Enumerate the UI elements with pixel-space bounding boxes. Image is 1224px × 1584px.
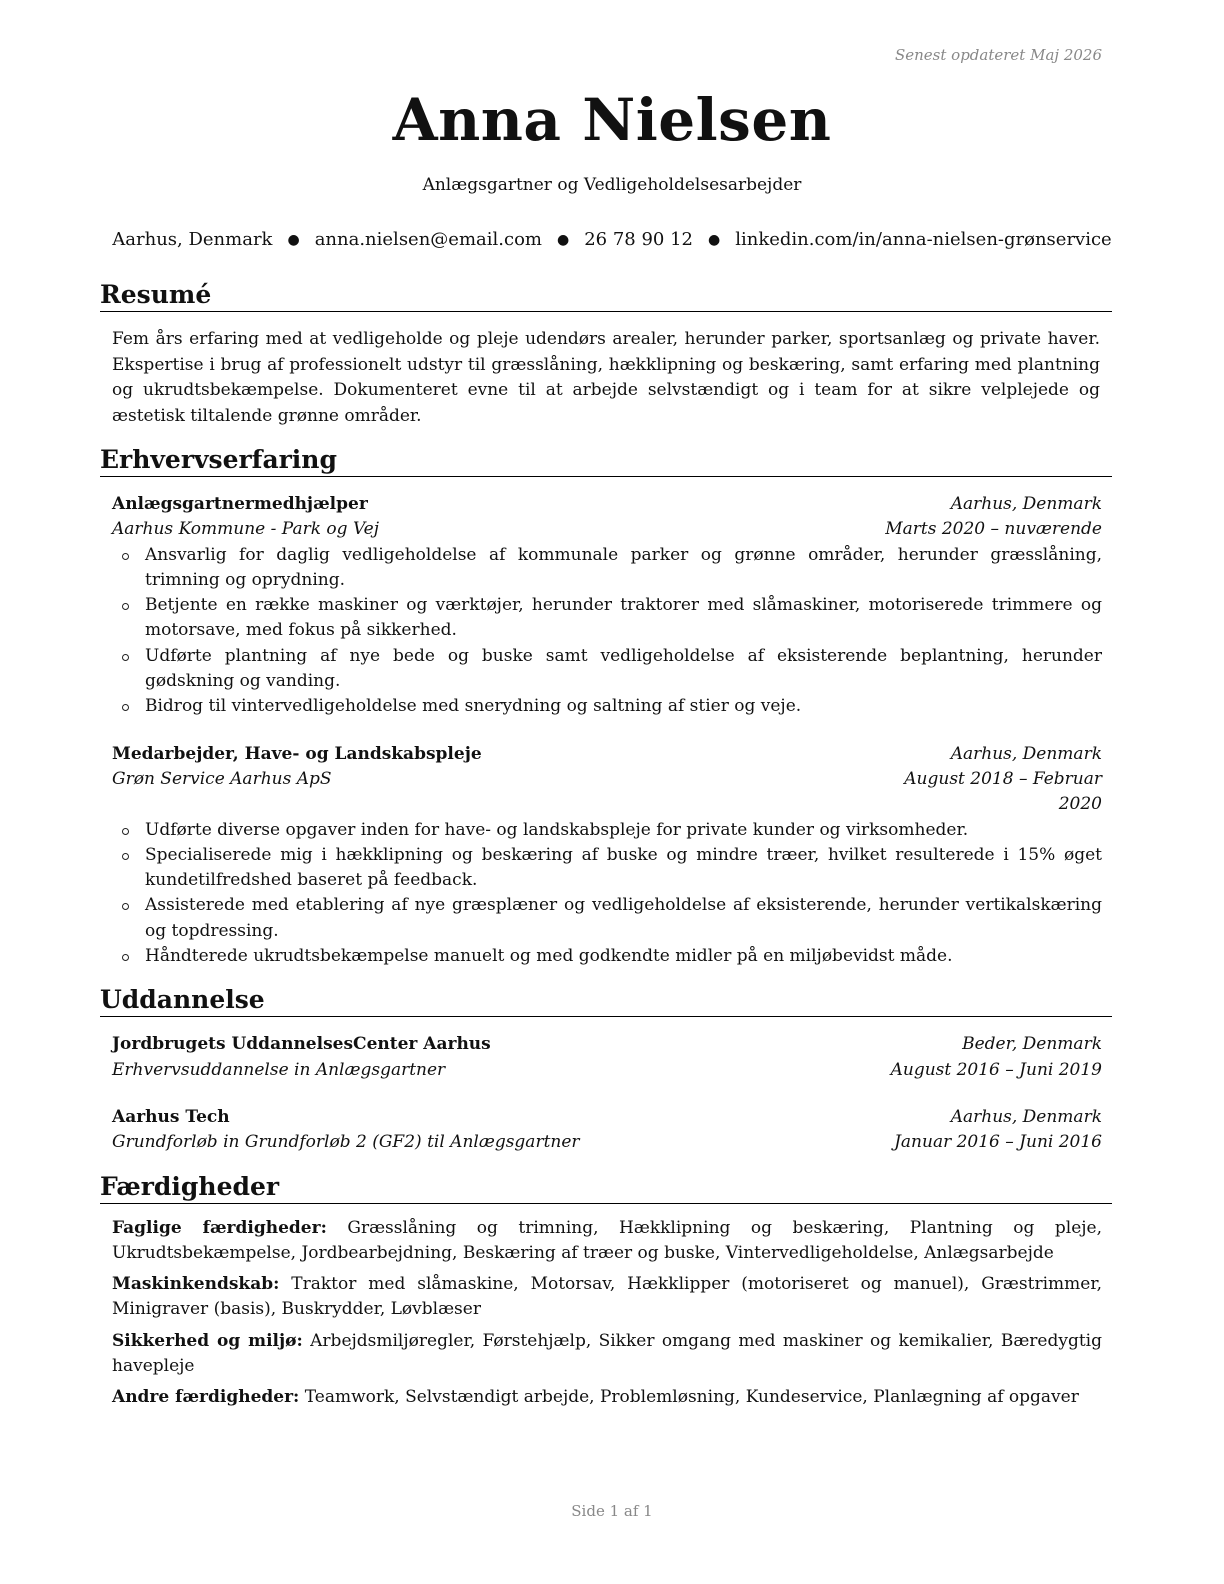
list-item: Bidrog til vintervedligeholdelse med snerydning og saltning af stier og veje. [145, 694, 1102, 719]
skill-label: Maskinkendskab: [112, 1274, 280, 1295]
list-item: Håndterede ukrudtsbekæmpelse manuelt og med godkendte midler på en miljøbevidst måde. [145, 944, 1102, 969]
experience-entry [112, 492, 1102, 720]
education-dates: August 2016 – Juni 2019 [890, 1059, 1102, 1080]
resume-content [100, 280, 1112, 1417]
experience-entry [112, 742, 1102, 970]
list-item: Betjente en række maskiner og værktøjer, herunder traktorer med slåmaskiner, motoriserede trimmere og motorsave, med fokus på sikkerhed. [145, 593, 1102, 644]
list-item: Specialiserede mig i hækklipning og beskæring af buske og mindre træer, hvilket resulterede i 15% øget kundetilfredshed baseret på feedback. [145, 843, 1102, 894]
job-location: Aarhus, Denmark [950, 743, 1102, 764]
bullet-separator-icon: ● [287, 232, 300, 248]
skill-group [112, 1385, 1102, 1410]
list-item: Udførte diverse opgaver inden for have- og landskabspleje for private kunder og virksomheder. [145, 818, 1102, 843]
skill-text: Arbejdsmiljøregler, Førstehjælp, Sikker omgang med maskiner og kemikalier, Bæredygtig havepleje [112, 1330, 1103, 1377]
skill-text: Teamwork, Selvstændigt arbejde, Problemløsning, Kundeservice, Planlægning af opgaver [304, 1387, 1079, 1408]
job-dates: August 2018 – Februar 2020 [904, 768, 1102, 815]
skill-group [112, 1329, 1102, 1380]
job-dates: Marts 2020 – nuværende [885, 519, 1102, 540]
contact-linkedin[interactable]: linkedin.com/in/anna-nielsen-grønservice [735, 229, 1112, 250]
summary-section [100, 280, 1112, 429]
degree: Grundforløb in Grundforløb 2 (GF2) til Anlægsgartner [112, 1132, 580, 1153]
education-entry [112, 1032, 1102, 1083]
contact-email[interactable]: anna.nielsen@email.com [314, 229, 542, 250]
school-location: Beder, Denmark [962, 1034, 1102, 1055]
section-heading-skills: Færdigheder [100, 1172, 1112, 1204]
skills-list [112, 1216, 1102, 1411]
degree: Erhvervsuddannelse in Anlægsgartner [112, 1059, 446, 1080]
job-position: Anlægsgartnermedhjælper [112, 494, 368, 514]
job-company: Aarhus Kommune - Park og Vej [112, 519, 380, 540]
education-section [100, 985, 1112, 1155]
job-company: Grøn Service Aarhus ApS [112, 768, 332, 789]
skill-group [112, 1216, 1102, 1267]
skill-label: Faglige færdigheder: [112, 1217, 327, 1238]
education-entry [112, 1105, 1102, 1156]
job-location: Aarhus, Denmark [950, 494, 1102, 514]
section-heading-experience: Erhvervserfaring [100, 445, 1112, 477]
skill-text: Traktor med slåmaskine, Motorsav, Hækklipper (motoriseret og manuel), Græstrimmer, Minigraver (basis), Buskrydder, Løvblæser [112, 1274, 1102, 1320]
job-position: Medarbejder, Have- og Landskabspleje [112, 743, 482, 764]
experience-section [100, 445, 1112, 969]
contact-phone: 26 78 90 12 [584, 229, 693, 250]
job-bullets [112, 543, 1102, 720]
contact-location: Aarhus, Denmark [112, 229, 273, 250]
bullet-separator-icon: ● [556, 232, 570, 248]
skills-section [100, 1172, 1112, 1411]
section-heading-summary: Resumé [100, 280, 1112, 312]
school-location: Aarhus, Denmark [950, 1106, 1102, 1127]
list-item: Assisterede med etablering af nye græsplæner og vedligeholdelse af eksisterende, herunder vertikalskæring og topdressing. [145, 893, 1102, 944]
list-item: Ansvarlig for daglig vedligeholdelse af kommunale parker og grønne områder, herunder græsslåning, trimning og oprydning. [145, 543, 1102, 594]
job-title: Anlægsgartner og Vedligeholdelsesarbejder [422, 175, 802, 195]
skill-group [112, 1272, 1102, 1323]
skill-text: Græsslåning og trimning, Hækklipning og beskæring, Plantning og pleje, Ukrudtsbekæmpelse, Jordbearbejdning, Beskæring af træer og buske, Vintervedligeholdelse, Anlægsarbejde [112, 1217, 1102, 1263]
education-dates: Januar 2016 – Juni 2016 [894, 1132, 1102, 1153]
last-updated: Senest opdateret Maj 2026 [894, 46, 1102, 64]
skill-label: Sikkerhed og miljø: [112, 1330, 303, 1351]
list-item: Udførte plantning af nye bede og buske samt vedligeholdelse af eksisterende beplantning, herunder gødskning og vanding. [145, 644, 1102, 695]
job-bullets [112, 818, 1102, 970]
bullet-separator-icon: ● [708, 232, 721, 248]
summary-text: Fem års erfaring med at vedligeholde og pleje udendørs arealer, herunder parker, sportsanlæg og private haver. Ekspertise i brug af professionelt udstyr til græsslåning, hækklipning og beskæring, samt erfaring med plantning og ukrudtsbekæmpelse. Dokumenteret evne til at arbejde selvstændigt og i team for at sikre velplejede og æstetisk tiltalende grønne områder. [112, 329, 1100, 426]
page-number: Side 1 af 1 [571, 1502, 653, 1520]
candidate-name: Anna Nielsen [392, 86, 832, 154]
skill-label: Andre færdigheder: [112, 1387, 300, 1408]
section-heading-education: Uddannelse [100, 985, 1112, 1017]
school-name: Jordbrugets UddannelsesCenter Aarhus [112, 1034, 491, 1055]
contact-line [0, 229, 1224, 250]
school-name: Aarhus Tech [112, 1106, 230, 1127]
